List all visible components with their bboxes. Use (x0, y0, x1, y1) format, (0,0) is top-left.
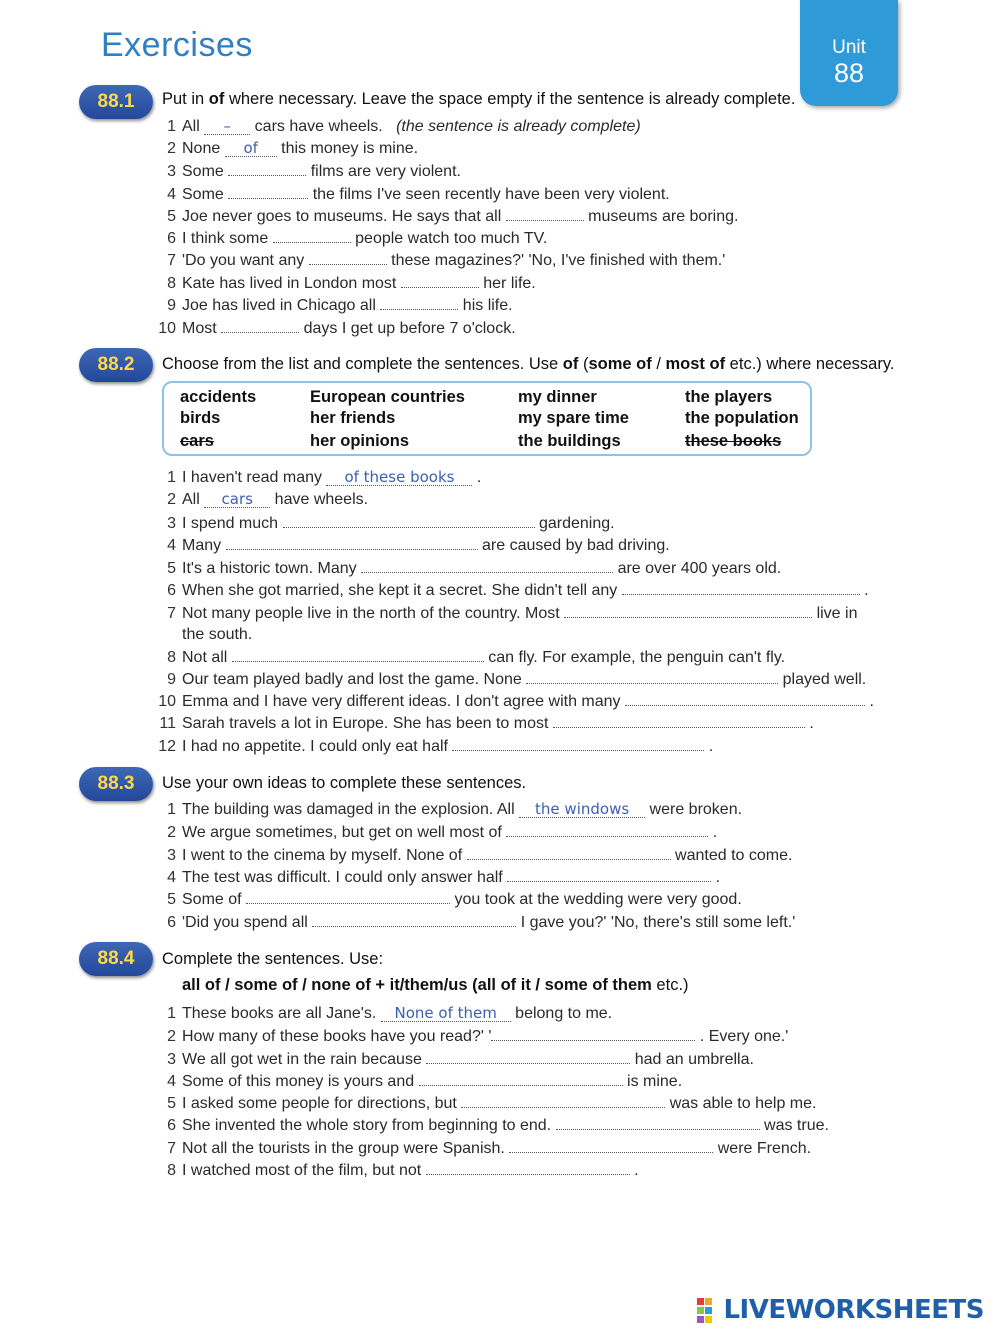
answer-field[interactable]: the windows (519, 801, 645, 818)
exercise-instruction: Use your own ideas to complete these sentences. (162, 774, 527, 792)
exercise-item: 2 All cars have wheels. (167, 490, 369, 508)
answer-field[interactable] (553, 712, 805, 728)
exercise-item: 4 Some the films I've seen recently have been very violent. (150, 183, 670, 205)
answer-field[interactable] (246, 888, 450, 904)
exercise-item: 4 The test was difficult. I could only answer half . (150, 866, 720, 888)
liveworksheets-logo (697, 1295, 984, 1327)
answer-field[interactable] (232, 646, 484, 662)
exercise-item: 3 Some films are very violent. (150, 160, 461, 182)
unit-label: Unit (832, 37, 866, 58)
answer-field[interactable] (509, 1137, 713, 1153)
word-list-box (162, 381, 812, 456)
exercise-item: 10 Most days I get up before 7 o'clock. (150, 317, 516, 339)
exercise-item: 9 Joe has lived in Chicago all his life. (150, 294, 513, 316)
page-title: Exercises (101, 26, 253, 64)
exercise-item: 12 I had no appetite. I could only eat half . (150, 735, 713, 757)
answer-field[interactable] (380, 294, 458, 310)
exercise-badge-88-2: 88.2 (79, 348, 153, 382)
exercise-item: 7 'Do you want any these magazines?' 'No, I've finished with them.' (150, 249, 725, 271)
answer-field[interactable] (312, 911, 516, 927)
answer-field[interactable]: – (204, 118, 250, 135)
answer-field[interactable] (228, 160, 306, 176)
exercise-badge-88-3: 88.3 (79, 767, 153, 801)
answer-field[interactable] (283, 512, 535, 528)
exercise-item: 6 When she got married, she kept it a secret. She didn't tell any . (150, 579, 869, 601)
word-item: birds (180, 409, 221, 427)
word-item: my dinner (518, 388, 597, 406)
exercise-item: 1 I haven't read many of these books . (167, 468, 482, 486)
answer-field[interactable] (452, 735, 704, 751)
exercise-item: 3 I went to the cinema by myself. None of wanted to come. (150, 844, 792, 866)
answer-field[interactable] (273, 227, 351, 243)
exercise-item: 1 All – cars have wheels. (the sentence is already complete) (167, 117, 641, 135)
exercise-item: 3 We all got wet in the rain because had an umbrella. (150, 1048, 754, 1070)
word-item: the population (685, 409, 799, 427)
exercise-instruction: Complete the sentences. Use: (162, 950, 384, 968)
exercise-item: 2 We argue sometimes, but get on well most of . (150, 821, 717, 843)
exercise-item: 4 Some of this money is yours and is mine. (150, 1070, 682, 1092)
exercise-item: 5 It's a historic town. Many are over 400 years old. (150, 557, 781, 579)
exercise-item: 11 Sarah travels a lot in Europe. She has been to most . (150, 712, 814, 734)
answer-field[interactable] (401, 272, 479, 288)
answer-field[interactable]: of (225, 140, 277, 157)
exercise-instruction: Put in of where necessary. Leave the space empty if the sentence is already complete. (162, 90, 796, 108)
answer-field[interactable] (361, 557, 613, 573)
word-item: European countries (310, 388, 465, 406)
exercise-item: 10 Emma and I have very different ideas. I don't agree with many . (150, 690, 874, 712)
exercise-item: 7 Not all the tourists in the group were Spanish. were French. (150, 1137, 811, 1159)
exercise-item: 9 Our team played badly and lost the game. None played well. (150, 668, 866, 690)
exercise-item: 8 Not all can fly. For example, the penguin can't fly. (150, 646, 785, 668)
exercise-item: 1 The building was damaged in the explosion. All the windows were broken. (167, 800, 743, 818)
answer-field[interactable] (221, 317, 299, 333)
answer-field[interactable] (226, 534, 478, 550)
exercise-item: 7 Not many people live in the north of the country. Most live in (150, 602, 857, 624)
word-item: my spare time (518, 409, 629, 427)
answer-field[interactable] (419, 1070, 623, 1086)
answer-field[interactable] (491, 1025, 695, 1041)
answer-field[interactable] (506, 821, 708, 837)
word-item-used: these books (685, 432, 782, 450)
answer-field[interactable]: None of them (381, 1005, 511, 1022)
answer-field[interactable] (622, 579, 860, 595)
exercise-item: 2 How many of these books have you read?' ' . Every one.' (150, 1025, 788, 1047)
exercise-item: 4 Many are caused by bad driving. (150, 534, 670, 556)
word-item: accidents (180, 388, 257, 406)
exercise-item: 2 None of this money is mine. (167, 139, 419, 157)
unit-number: 88 (833, 58, 865, 88)
word-item: her opinions (310, 432, 409, 450)
exercise-item: 5 I asked some people for directions, but was able to help me. (150, 1092, 816, 1114)
exercise-item: 6 She invented the whole story from beginning to end. was true. (150, 1114, 829, 1136)
answer-field[interactable] (426, 1048, 630, 1064)
answer-field[interactable] (228, 183, 308, 199)
exercise-item: 3 I spend much gardening. (150, 512, 615, 534)
exercise-item: 5 Joe never goes to museums. He says that all museums are boring. (150, 205, 738, 227)
exercise-item: 5 Some of you took at the wedding were very good. (150, 888, 742, 910)
exercise-instruction: Choose from the list and complete the sentences. Use of (some of / most of etc.) where necessary. (162, 355, 895, 373)
answer-field[interactable] (467, 844, 671, 860)
answer-field[interactable] (461, 1092, 665, 1108)
exercise-use-list: all of / some of / none of + it/them/us (all of it / some of them etc.) (182, 976, 689, 994)
answer-field[interactable]: cars (204, 491, 270, 508)
word-item: the players (685, 388, 773, 406)
liveworksheets-logo-text: LIVEWORKSHEETS (723, 1295, 984, 1325)
exercise-item: 1 These books are all Jane's. None of them belong to me. (167, 1004, 613, 1022)
answer-field[interactable] (426, 1159, 630, 1175)
word-item: the buildings (518, 432, 621, 450)
answer-field[interactable] (506, 205, 584, 221)
answer-field[interactable] (526, 668, 778, 684)
exercise-item: 6 'Did you spend all I gave you?' 'No, there's still some left.' (150, 911, 795, 933)
answer-field[interactable] (625, 690, 865, 706)
unit-tab (800, 0, 898, 106)
exercise-item-continued: the south. (182, 626, 253, 643)
exercise-item: 6 I think some people watch too much TV. (150, 227, 547, 249)
exercise-item: 8 Kate has lived in London most her life. (150, 272, 536, 294)
answer-field[interactable] (507, 866, 711, 882)
answer-field[interactable]: of these books (326, 469, 472, 486)
word-item: her friends (310, 409, 396, 427)
exercise-item: 8 I watched most of the film, but not . (150, 1159, 639, 1181)
answer-field[interactable] (556, 1114, 760, 1130)
answer-field[interactable] (309, 249, 387, 265)
exercise-badge-88-1: 88.1 (79, 85, 153, 119)
word-item-used: cars (180, 432, 214, 450)
answer-field[interactable] (564, 602, 812, 618)
exercise-badge-88-4: 88.4 (79, 942, 153, 976)
liveworksheets-cube-icon (697, 1298, 719, 1322)
